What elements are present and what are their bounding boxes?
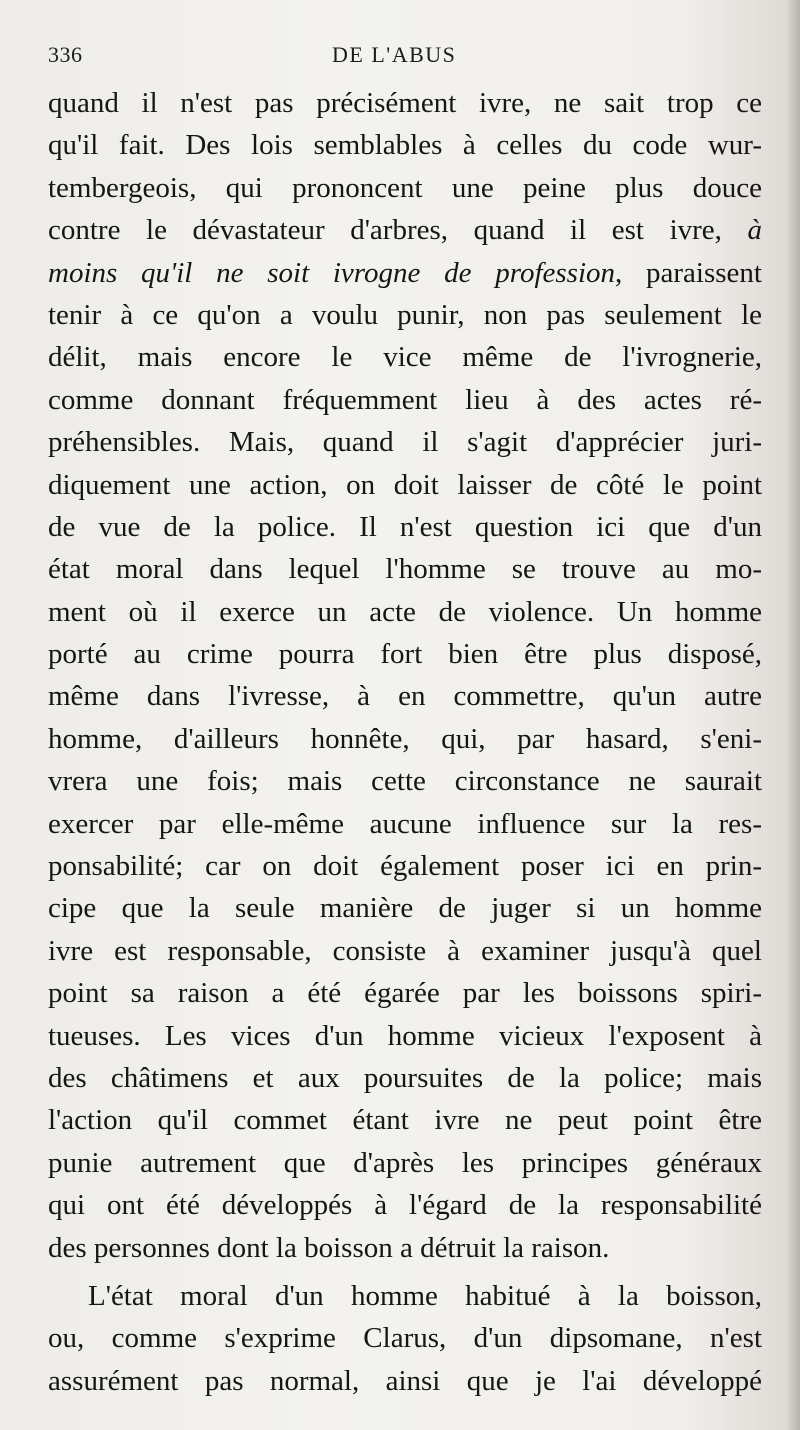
italic-word: à (747, 214, 762, 247)
line-text: diquement une action, on doit laisser de côté le point (48, 468, 762, 501)
paragraph (48, 1275, 762, 1402)
italic-phrase: moins qu'il ne soit ivrogne de profession (48, 256, 616, 289)
text-line (48, 718, 762, 760)
line-text: état moral dans lequel l'homme se trouve au mo- (48, 553, 762, 586)
text-line (48, 1015, 762, 1057)
text-line (48, 1317, 762, 1359)
running-head (48, 42, 768, 76)
line-text: porté au crime pourra fort bien être plus disposé, (48, 638, 762, 671)
text-line (48, 1057, 762, 1099)
line-text: vrera une fois; mais cette circonstance ne saurait (48, 765, 762, 798)
text-line (48, 1275, 762, 1317)
line-text: des personnes dont la boisson a détruit la raison. (48, 1231, 610, 1264)
line-text: tembergeois, qui prononcent une peine plus douce (48, 171, 762, 204)
text-line (48, 1227, 762, 1269)
text-line (48, 379, 762, 421)
line-text: , paraissent (615, 256, 762, 289)
text-line (48, 124, 762, 166)
line-text: comme donnant fréquemment lieu à des actes ré- (48, 383, 762, 416)
line-text: même dans l'ivresse, à en commettre, qu'un autre (48, 680, 762, 713)
text-line (48, 506, 762, 548)
line-text: L'état moral d'un homme habitué à la boisson, (88, 1279, 762, 1312)
page-edge-shadow (786, 0, 800, 1430)
line-text: ivre est responsable, consiste à examiner jusqu'à quel (48, 934, 762, 967)
text-line (48, 82, 762, 124)
text-line (48, 972, 762, 1014)
text-line (48, 633, 762, 675)
text-line (48, 421, 762, 463)
line-text: ponsabilité; car on doit également poser ici en prin- (48, 850, 762, 883)
line-text: point sa raison a été égarée par les boissons spiri- (48, 977, 762, 1010)
text-line (48, 294, 762, 336)
text-line (48, 1360, 762, 1402)
line-text: assurément pas normal, ainsi que je l'ai développé (48, 1364, 762, 1397)
line-text: délit, mais encore le vice même de l'ivrognerie, (48, 341, 762, 374)
text-line (48, 591, 762, 633)
text-line (48, 336, 762, 378)
text-line (48, 887, 762, 929)
running-title: DE L'ABUS (332, 42, 457, 67)
text-line (48, 930, 762, 972)
line-text: contre le dévastateur d'arbres, quand il est ivre, (48, 214, 722, 247)
text-line (48, 167, 762, 209)
text-line (48, 803, 762, 845)
text-line (48, 1184, 762, 1226)
text-line (48, 1099, 762, 1141)
body-text (48, 82, 762, 1402)
line-text: punie autrement que d'après les principes généraux (48, 1146, 762, 1179)
text-line (48, 845, 762, 887)
text-line (48, 464, 762, 506)
line-text: préhensibles. Mais, quand il s'agit d'apprécier juri- (48, 426, 762, 459)
line-text: ment où il exerce un acte de violence. Un homme (48, 595, 762, 628)
text-line (48, 209, 762, 251)
paragraph (48, 82, 762, 1269)
line-text: cipe que la seule manière de juger si un homme (48, 892, 762, 925)
text-line (48, 1142, 762, 1184)
line-text: tueuses. Les vices d'un homme vicieux l'exposent à (48, 1019, 762, 1052)
text-line (48, 675, 762, 717)
line-text: exercer par elle-même aucune influence sur la res- (48, 807, 762, 840)
text-line (48, 252, 762, 294)
line-text: quand il n'est pas précisément ivre, ne sait trop ce (48, 87, 762, 119)
page-number: 336 (48, 42, 83, 67)
line-text: tenir à ce qu'on a voulu punir, non pas seulement le (48, 298, 762, 331)
text-line (48, 548, 762, 590)
line-text: qu'il fait. Des lois semblables à celles du code wur- (48, 129, 762, 162)
text-line (48, 760, 762, 802)
line-text: qui ont été développés à l'égard de la responsabilité (48, 1189, 762, 1222)
line-text: des châtimens et aux poursuites de la police; mais (48, 1061, 762, 1094)
line-text: ou, comme s'exprime Clarus, d'un dipsomane, n'est (48, 1322, 762, 1355)
line-text: l'action qu'il commet étant ivre ne peut point être (48, 1104, 762, 1137)
line-text: de vue de la police. Il n'est question ici que d'un (48, 510, 762, 543)
line-text: homme, d'ailleurs honnête, qui, par hasard, s'eni- (48, 722, 762, 755)
